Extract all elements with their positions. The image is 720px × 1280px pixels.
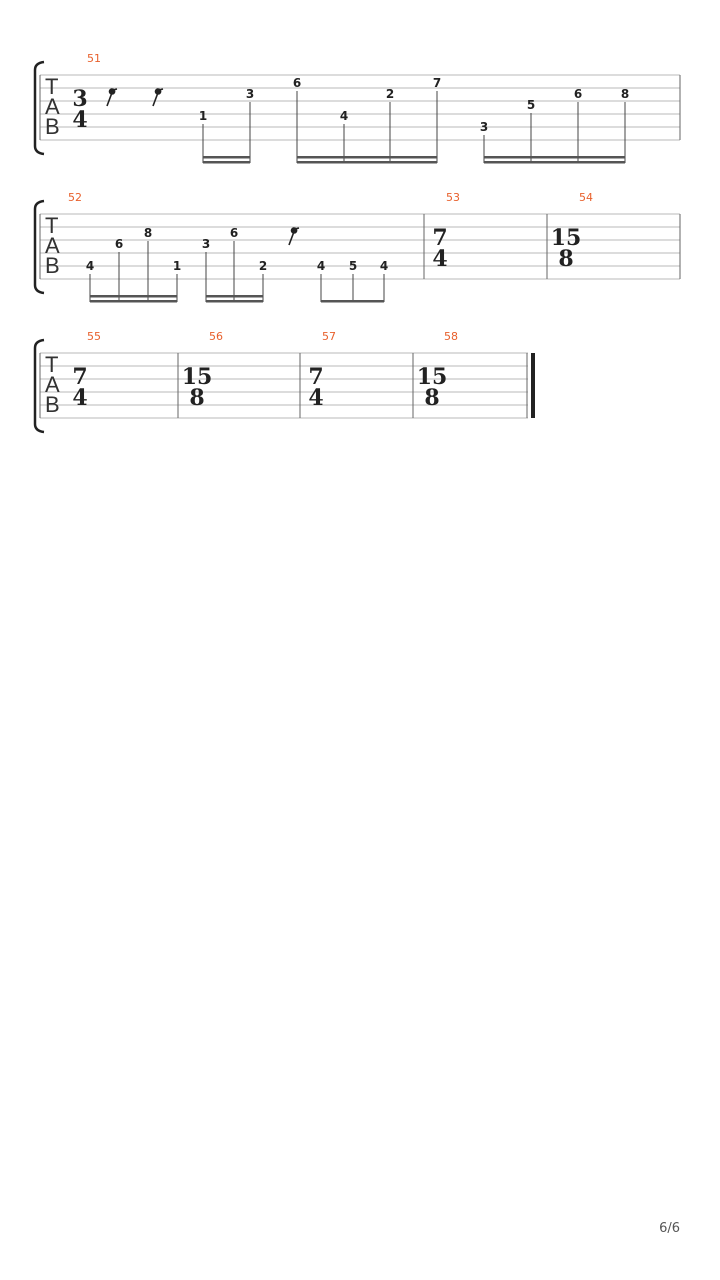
fret-number: 3 <box>479 120 489 134</box>
time-signature-bottom: 4 <box>432 246 448 272</box>
staff-lines <box>40 353 528 418</box>
time-signature-top: 7 <box>308 364 324 390</box>
time-signature-bottom: 8 <box>189 385 205 411</box>
staff-lines <box>40 75 680 140</box>
bar-number: 54 <box>579 191 593 204</box>
fret-number: 6 <box>114 237 124 251</box>
bar-number: 56 <box>209 330 223 343</box>
fret-number: 6 <box>292 76 302 90</box>
barlines <box>40 214 680 279</box>
time-signature-bottom: 4 <box>72 107 88 133</box>
tab-clef-b: B <box>45 253 60 278</box>
fret-number: 8 <box>143 226 153 240</box>
time-signature-top: 7 <box>72 364 88 390</box>
time-signature-top: 15 <box>550 225 582 251</box>
tab-clef-b: B <box>45 114 60 139</box>
time-signature-bottom: 4 <box>72 385 88 411</box>
bar-number: 55 <box>87 330 101 343</box>
time-signature-bottom: 4 <box>308 385 324 411</box>
bar-number: 52 <box>68 191 82 204</box>
fret-number: 7 <box>432 76 442 90</box>
bar-number: 57 <box>322 330 336 343</box>
tab-clef-t: T <box>45 213 59 238</box>
tab-clef-a: A <box>45 233 60 258</box>
fret-number: 6 <box>573 87 583 101</box>
barlines <box>40 353 527 418</box>
system-3 <box>35 330 535 432</box>
fret-number: 4 <box>316 259 326 273</box>
fret-number: 4 <box>379 259 389 273</box>
fret-number: 3 <box>245 87 255 101</box>
system-2 <box>35 191 680 303</box>
fret-number: 1 <box>172 259 182 273</box>
note-stems <box>90 241 384 302</box>
tab-clef-a: A <box>45 372 60 397</box>
rest-icon <box>107 89 117 106</box>
time-signature-top: 7 <box>432 225 448 251</box>
fret-number: 5 <box>348 259 358 273</box>
time-signature-bottom: 8 <box>424 385 440 411</box>
tab-clef-a: A <box>45 94 60 119</box>
tab-clef-t: T <box>45 352 59 377</box>
beams <box>203 156 625 164</box>
fret-number: 8 <box>620 87 630 101</box>
page-number: 6/6 <box>659 1221 680 1236</box>
time-signature-top: 3 <box>72 86 88 112</box>
fret-number: 1 <box>198 109 208 123</box>
bar-number: 53 <box>446 191 460 204</box>
tab-clef-b: B <box>45 392 60 417</box>
bar-number: 58 <box>444 330 458 343</box>
tab-score <box>0 0 720 460</box>
final-barline <box>531 353 535 418</box>
system-1 <box>35 52 680 164</box>
time-signature-bottom: 8 <box>558 246 574 272</box>
fret-number: 4 <box>85 259 95 273</box>
beams <box>90 295 384 303</box>
rest-icon <box>289 228 299 245</box>
rest-icon <box>153 89 163 106</box>
fret-number: 2 <box>258 259 268 273</box>
fret-number: 6 <box>229 226 239 240</box>
tab-clef-t: T <box>45 74 59 99</box>
fret-number: 5 <box>526 98 536 112</box>
time-signature-top: 15 <box>181 364 213 390</box>
bar-number: 51 <box>87 52 101 65</box>
time-signature-top: 15 <box>416 364 448 390</box>
fret-number: 3 <box>201 237 211 251</box>
fret-number: 4 <box>339 109 349 123</box>
staff-lines <box>40 214 680 279</box>
fret-number: 2 <box>385 87 395 101</box>
